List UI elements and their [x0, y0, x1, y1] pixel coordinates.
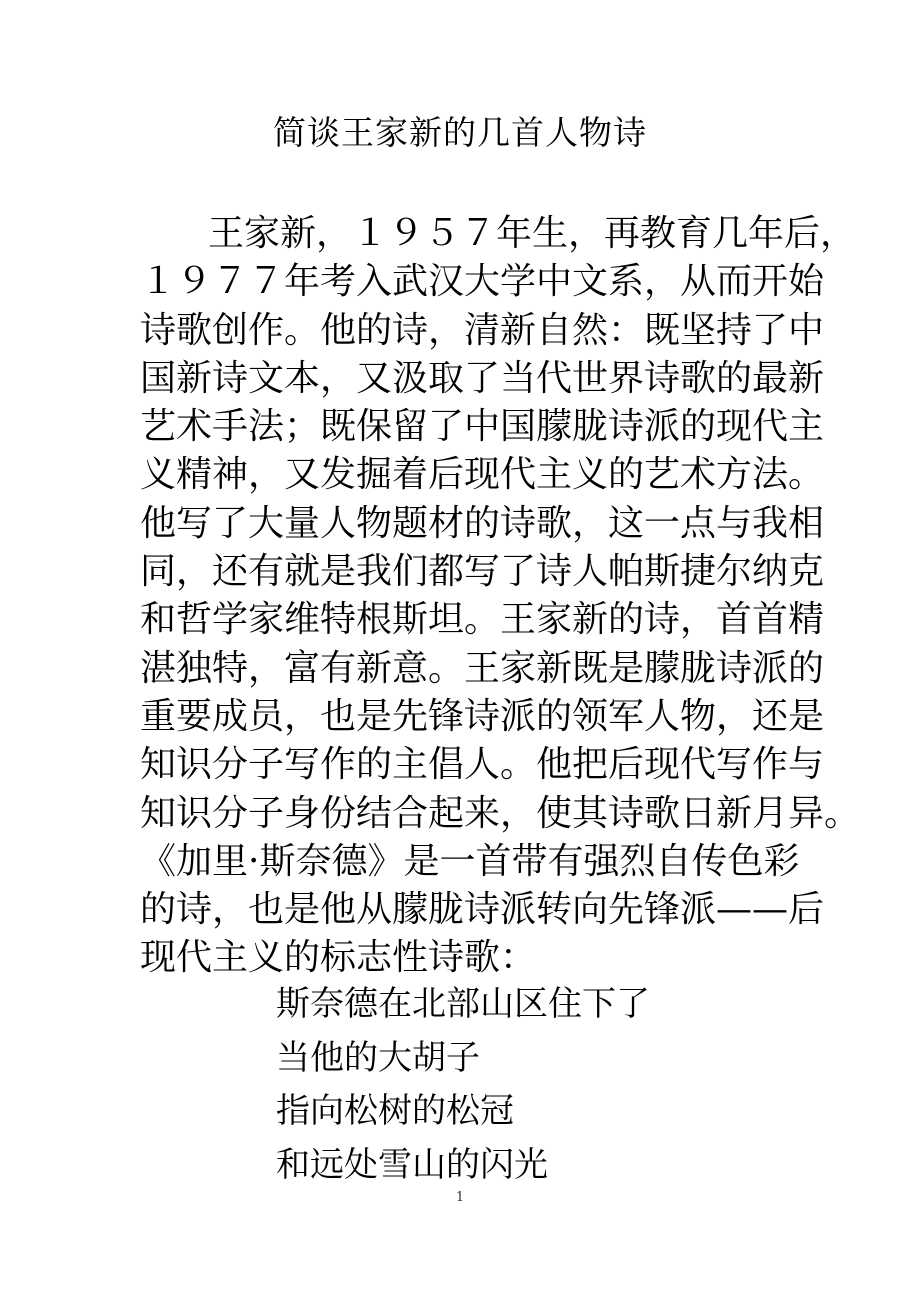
poem-line: 当他的大胡子	[276, 1037, 480, 1078]
paragraph-line: 的诗，也是他从朦胧诗派转向先锋派——后	[140, 889, 825, 931]
paragraph-line: 和哲学家维特根斯坦。王家新的诗，首首精	[140, 599, 825, 641]
paragraph-line: 湛独特，富有新意。王家新既是朦胧诗派的	[140, 647, 825, 689]
paragraph-line: 王家新，１９５７年生，再教育几年后，	[208, 213, 857, 254]
paragraph-line: 现代主义的标志性诗歌：	[140, 937, 537, 979]
paragraph-line: 艺术手法；既保留了中国朦胧诗派的现代主	[140, 406, 825, 448]
paragraph-line: １９７７年考入武汉大学中文系，从而开始	[140, 261, 825, 303]
paragraph-line: 知识分子写作的主倡人。他把后现代写作与	[140, 744, 825, 786]
paragraph-line: 义精神，又发掘着后现代主义的艺术方法。	[140, 454, 825, 496]
poem-line: 斯奈德在北部山区住下了	[276, 984, 650, 1024]
poem-excerpt	[276, 978, 776, 1192]
paragraph-line: 重要成员，也是先锋诗派的领军人物，还是	[140, 695, 825, 737]
poem-line: 指向松树的松冠	[276, 1091, 514, 1131]
poem-line: 和远处雪山的闪光	[276, 1144, 548, 1185]
paragraph-line: 《加里·斯奈德》是一首带有强烈自传色彩	[140, 840, 800, 882]
paragraph-line: 知识分子身份结合起来，使其诗歌日新月异。	[140, 792, 861, 834]
page-number: 1	[455, 1190, 465, 1205]
paragraph-line: 同，还有就是我们都写了诗人帕斯捷尔纳克	[140, 551, 825, 593]
paragraph-line: 他写了大量人物题材的诗歌，这一点与我相	[140, 502, 825, 544]
essay-paragraph	[140, 210, 861, 983]
document-title: 简谈王家新的几首人物诗	[273, 113, 647, 152]
paragraph-line: 诗歌创作。他的诗，清新自然：既坚持了中	[140, 309, 825, 351]
paragraph-line: 国新诗文本，又汲取了当代世界诗歌的最新	[140, 357, 825, 399]
